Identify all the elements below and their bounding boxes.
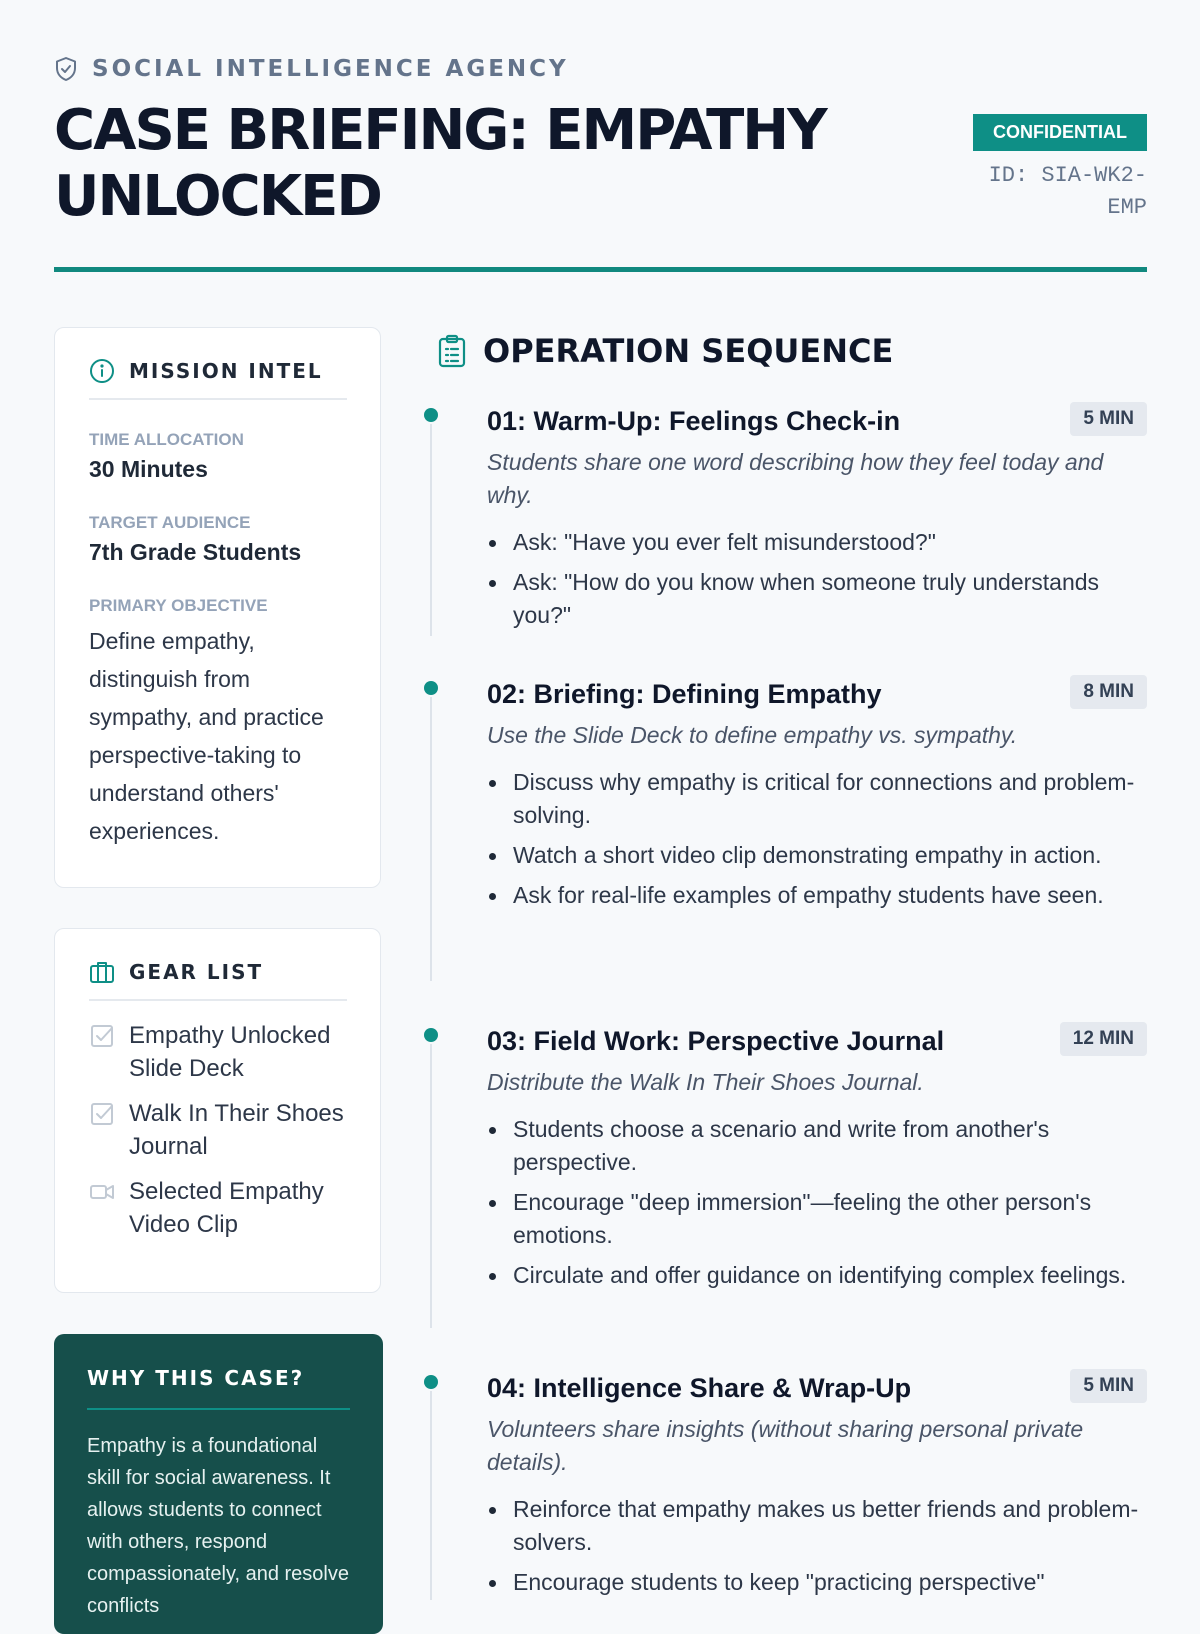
step-title: 01: Warm-Up: Feelings Check-in [487,406,901,436]
step-item [430,1022,1147,1327]
timeline-line [430,1391,432,1600]
step-title: 02: Briefing: Defining Empathy [487,679,882,709]
gear-list-header [89,959,347,1001]
step-bullet: Circulate and offer guidance on identifying complex feelings. [487,1259,1147,1292]
briefing-page [54,0,1147,1617]
step-bullet: Students choose a scenario and write from another's perspective. [487,1113,1147,1179]
mission-intel-header [89,358,347,400]
briefcase-icon [89,959,115,985]
step-bullet: Reinforce that empathy makes us better friends and problem-solvers. [487,1493,1147,1559]
step-description: Use the Slide Deck to define empathy vs. sympathy. [487,722,1018,748]
gear-item [89,1097,347,1163]
step-bullet: Encourage students to keep "practicing perspective" [487,1566,1147,1599]
timeline-dot [424,1028,438,1042]
why-this-case-text: Empathy is a foundational skill for social awareness. It allows students to connect with others, respond compassionately, and resolve conflicts [87,1435,349,1617]
gear-item-label: Selected Empathy Video Clip [129,1178,324,1238]
step-title: 03: Field Work: Perspective Journal [487,1026,945,1056]
gear-list-title: GEAR LIST [129,960,264,984]
step-bullet: Watch a short video clip demonstrating empathy in action. [487,839,1147,872]
check-square-icon [89,1023,115,1049]
step-description: Students share one word describing how they feel today and why. [487,449,1104,508]
step-time-badge: 5 MIN [1070,1369,1147,1403]
video-icon [89,1179,115,1205]
step-item [430,402,1147,632]
timeline-line [430,697,432,981]
gear-item-label: Empathy Unlocked Slide Deck [129,1022,331,1082]
timeline-dot [424,1375,438,1389]
gear-item [89,1175,347,1241]
timeline-dot [424,681,438,695]
mission-intel-title: MISSION INTEL [129,359,323,383]
field-value-audience: 7th Grade Students [89,539,302,565]
step-bullets [487,1493,1147,1606]
step-description: Volunteers share insights (without sharing personal private details). [487,1416,1084,1475]
gear-item [89,1019,347,1085]
step-description: Distribute the Walk In Their Shoes Journal. [487,1069,924,1095]
why-this-case-panel [54,1334,383,1634]
gear-items [89,1019,347,1241]
case-id: ID: SIA-WK2-EMP [988,163,1147,220]
step-item [430,1369,1147,1600]
step-title: 04: Intelligence Share & Wrap-Up [487,1373,912,1403]
step-item [430,675,1147,980]
operation-sequence-header [437,332,893,370]
agency-header [54,56,569,82]
step-time-badge: 12 MIN [1060,1022,1147,1056]
step-bullet: Ask: "How do you know when someone truly understands you?" [487,566,1147,632]
field-value-time: 30 Minutes [89,456,208,482]
step-time-badge: 8 MIN [1070,675,1147,709]
field-value-objective: Define empathy, distinguish from sympathy, and practice perspective-taking to understand others' experiences. [89,628,324,844]
step-bullet: Encourage "deep immersion"—feeling the other person's emotions. [487,1186,1147,1252]
gear-item-label: Walk In Their Shoes Journal [129,1100,344,1160]
why-this-case-title: WHY THIS CASE? [87,1366,350,1410]
field-label-time: TIME ALLOCATION [89,430,244,449]
check-square-icon [89,1101,115,1127]
operation-sequence-title: OPERATION SEQUENCE [483,332,894,370]
step-bullet: Ask: "Have you ever felt misunderstood?" [487,526,1147,559]
field-label-objective: PRIMARY OBJECTIVE [89,596,268,615]
shield-check-icon [54,56,78,82]
agency-name: SOCIAL INTELLIGENCE AGENCY [92,56,569,82]
step-bullet: Ask for real-life examples of empathy students have seen. [487,879,1147,912]
step-bullets [487,766,1147,919]
field-label-audience: TARGET AUDIENCE [89,513,251,532]
mission-intel-card [54,327,381,888]
timeline-line [430,424,432,636]
confidential-badge: CONFIDENTIAL [973,114,1147,151]
step-time-badge: 5 MIN [1070,402,1147,436]
timeline-dot [424,408,438,422]
info-icon [89,358,115,384]
step-bullets [487,1113,1147,1299]
timeline-line [430,1044,432,1328]
step-bullets [487,526,1147,639]
gear-list-card [54,928,381,1293]
clipboard-icon [437,334,467,368]
page-title: CASE BRIEFING: EMPATHY UNLOCKED [54,98,826,229]
header-divider [54,267,1147,272]
step-bullet: Discuss why empathy is critical for connections and problem-solving. [487,766,1147,832]
